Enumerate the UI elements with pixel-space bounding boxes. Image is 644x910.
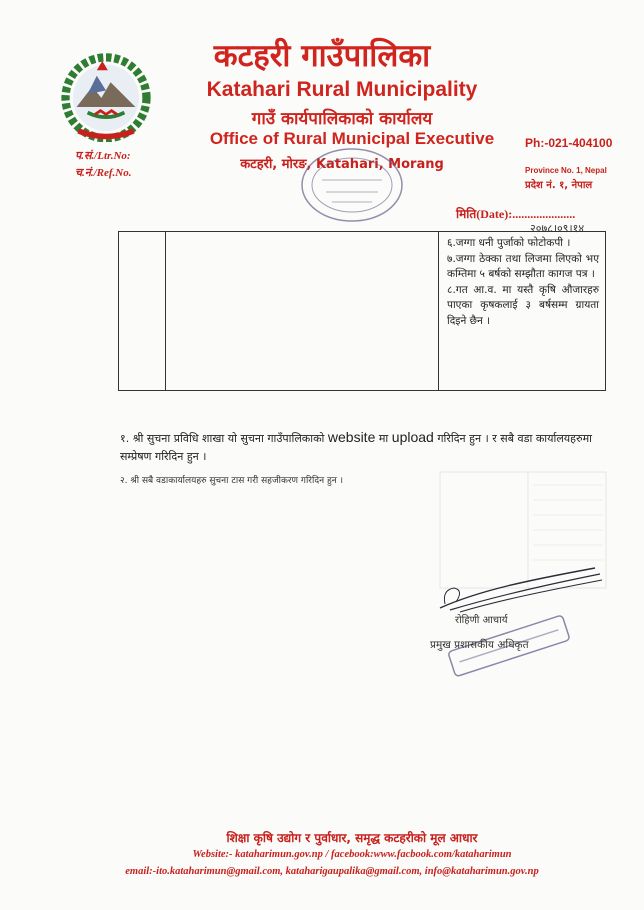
footer-slogan: शिक्षा कृषि उद्योग र पुर्वाधार, समृद्ध कटहरीको मूल आधार — [226, 831, 478, 845]
table-requirements-cell — [447, 236, 599, 329]
office-address: कटहरी, मोरङ, Katahari, Morang — [240, 157, 444, 172]
province-nepali: प्रदेश नं. १, नेपाल — [525, 180, 593, 191]
note1-upload-word: upload — [391, 429, 434, 445]
signatory-name: रोहिणी आचार्य — [455, 615, 508, 626]
distribution-note-2: २. श्री सबै वडाकार्यालयहरु सुचना टास गरी सहजीकरण गरिदिन हुन । — [120, 476, 343, 486]
date-label: मिति(Date):..................... — [456, 207, 576, 221]
requirements-table — [118, 231, 606, 391]
table-serial-column — [119, 232, 166, 390]
list-item: ६.जग्गा धनी पुर्जाको फोटोकपी । — [447, 237, 571, 249]
distribution-note-1 — [120, 428, 610, 466]
date-value: २०७८।०९।१४ — [530, 222, 585, 235]
phone-number: Ph:-021-404100 — [525, 136, 613, 150]
office-title-english: Office of Rural Municipal Executive — [209, 129, 495, 148]
note1-text-part: गरिदिन हुन । र सबै वडा कार्यालयहरुमा सम्प्रेषण गरिदिन हुन । — [120, 432, 593, 463]
signatory-title: प्रमुख प्रशासकीय अधिकृत — [430, 639, 529, 651]
footer-emails: email:-ito.kataharimun@gmail.com, kataharigaupalika@gmail.com, info@kataharimun.gov.np — [125, 866, 539, 877]
province-english: Province No. 1, Nepal — [525, 166, 607, 175]
reference-number-label: च.नं./Ref.No. — [75, 167, 132, 179]
office-stamp — [292, 140, 412, 225]
table-description-column — [165, 232, 439, 390]
note1-text-part: १. श्री सुचना प्रविधि शाखा यो सुचना गाउँपालिकाको — [120, 432, 328, 445]
note1-text-part: मा — [375, 432, 392, 445]
municipality-title-english: Katahari Rural Municipality — [206, 78, 478, 101]
letter-number-label: प.सं./Ltr.No: — [75, 150, 131, 162]
list-item: ७.जग्गा ठेक्का तथा लिजमा लिएको भए कम्तिमा ५ बर्षको सम्झौता कागज पत्र । — [447, 252, 599, 280]
note1-website-word: website — [327, 429, 376, 445]
office-title-nepali: गाउँ कार्यपालिकाको कार्यालय — [251, 109, 433, 129]
municipality-title-nepali: कटहरी गाउँपालिका — [213, 38, 431, 74]
list-item: ८.गत आ.व. मा यस्तै कृषि औजारहरु पाएका कृषकलाई ३ बर्षसम्म ग्रायता दिइने छैन । — [447, 283, 599, 327]
footer-websites: Website:- kataharimun.gov.np / facebook:www.facbook.com/kataharimun — [192, 849, 512, 860]
